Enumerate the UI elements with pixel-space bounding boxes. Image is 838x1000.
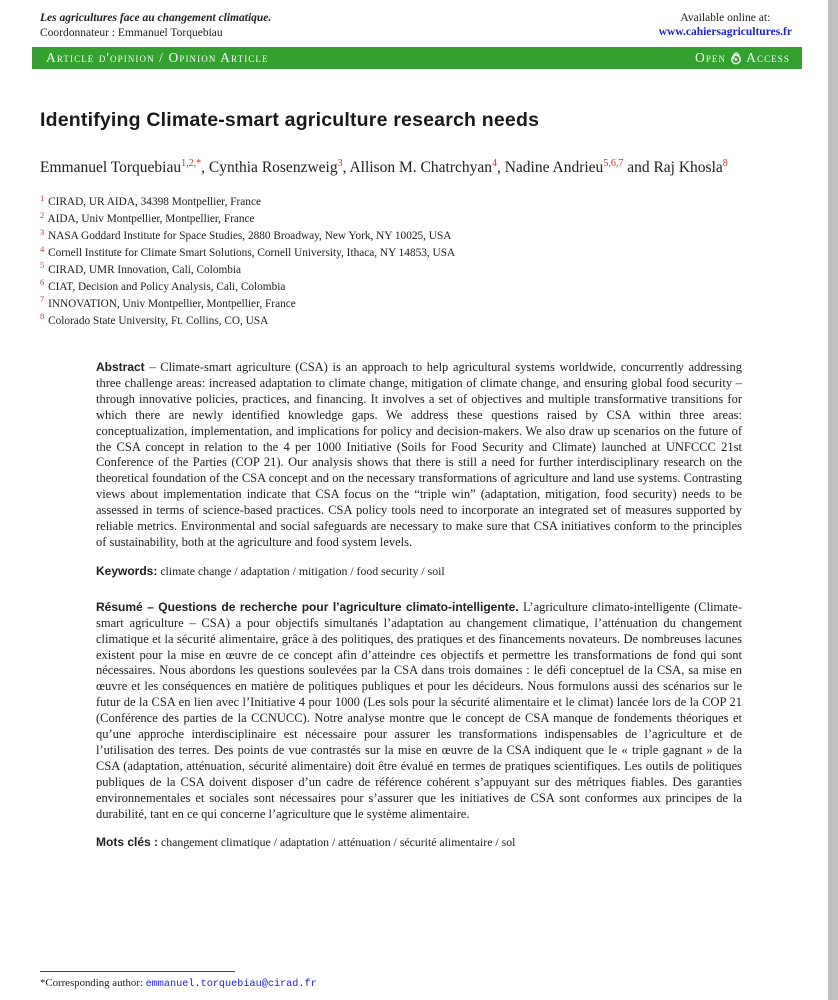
affiliation-item: $^2$ AIDA, Univ Montpellier, Montpellier, France <box>40 209 255 226</box>
affiliation-item: $^1$ CIRAD, UR AIDA, 34398 Montpellier, France <box>40 192 261 209</box>
article-title: Identifying Climate-smart agriculture research needs <box>40 109 540 131</box>
affiliation-number: 8 <box>40 311 45 322</box>
affiliation-item: $^4$ Cornell Institute for Climate Smart Solutions, Cornell University, Ithaca, NY 14853, USA <box>40 243 456 260</box>
affiliation-item: $^6$ CIAT, Decision and Policy Analysis, Cali, Colombia <box>40 277 286 294</box>
affiliation-number: 6 <box>40 277 45 288</box>
article-type-label: Article d'opinion / Opinion Article <box>46 50 269 65</box>
authors-line: Emmanuel Torquebiau$^{1,2,*}$, Cynthia Rosenzweig$^3$, Allison M. Chatrchyan$^4$, Nadine Andrieu$^{5,6,7}$ and Raj Khosla$^8$ <box>40 157 728 176</box>
journal-url-link[interactable]: www.cahiersagricultures.fr <box>658 26 792 38</box>
author-affiliation-superscript: 5,6,7 <box>603 157 624 169</box>
series-title: Les agricultures face au changement climatique. <box>40 12 272 24</box>
affiliation-item: $^7$ INNOVATION, Univ Montpellier, Montpellier, France <box>40 294 296 311</box>
page-edge <box>828 0 838 1000</box>
available-online-label: Available online at: <box>680 12 771 24</box>
affiliation-number: 5 <box>40 260 45 271</box>
open-access-icon <box>729 51 743 65</box>
open-access-open-label: Open <box>694 50 727 65</box>
affiliation-item: $^5$ CIRAD, UMR Innovation, Cali, Colombia <box>40 260 242 277</box>
resume-label: Résumé – Questions de recherche pour l’agriculture climato-intelligente. <box>96 599 519 614</box>
author-name: Raj Khosla <box>653 159 723 176</box>
author-affiliation-superscript: 1,2,* <box>181 157 202 169</box>
mots-cles-line <box>96 835 742 850</box>
author-name: Cynthia Rosenzweig <box>208 159 338 176</box>
footnote-rule <box>40 971 235 972</box>
author-affiliation-superscript: 4 <box>491 157 497 169</box>
author-affiliation-superscript: 3 <box>337 157 343 169</box>
open-access-access-label: Access <box>746 50 790 65</box>
author-affiliation-superscript: 8 <box>722 157 728 169</box>
keywords-line <box>96 564 742 579</box>
corresponding-author-label: *Corresponding author: <box>40 977 143 989</box>
author-name: Emmanuel Torquebiau <box>40 159 182 176</box>
page-header <box>40 12 794 39</box>
series-coordinator: Coordonnateur : Emmanuel Torquebiau <box>40 27 223 39</box>
corresponding-author-footnote <box>40 971 317 990</box>
resume-paragraph <box>96 600 742 823</box>
mots-cles-text: changement climatique / adaptation / atténuation / sécurité alimentaire / sol <box>160 834 516 849</box>
affiliation-number: 7 <box>40 294 45 305</box>
availability-info <box>659 12 792 38</box>
affiliation-item: $^8$ Colorado State University, Ft. Collins, CO, USA <box>40 311 269 328</box>
author-name: Nadine Andrieu <box>504 159 604 176</box>
affiliation-number: 2 <box>40 209 45 220</box>
affiliation-item: $^3$ NASA Goddard Institute for Space Studies, 2880 Broadway, New York, NY 10025, USA <box>40 226 452 243</box>
abstract-text: – Climate-smart agriculture (CSA) is an approach to help agricultural systems worldwide, concurrently addressing three challenge areas: increased adaptation to climate change, mitigation of climate change, and ensuring global food security – through innovative policies, practices, and financing. It involves a set of objectives and multiple transformative transitions for which there are newly identified knowledge gaps. We address these questions raised by CSA within three areas: conceptualization, implementation, and implications for policy and decision-makers. We also draw up scenarios on the future of the CSA concept in relation to the 4 per 1000 Initiative (Soils for Food Security and Climate) launched at UNFCCC 21st Conference of the Parties (COP 21). Our analysis shows that there is still a need for further interdisciplinary research on the theoretical foundation of the CSA concept and on the necessary transformations of agriculture and land use systems. Contrasting views about implementation indicate that CSA focus on the “triple win” (adaptation, mitigation, food security) needs to be assessed in terms of science-based practices. CSA policy tools need to incorporate an integrated set of measures supported by reliable metrics. Environmental and social safeguards are necessary to make sure that CSA initiatives conform to the principles of sustainability, both at the agriculture and food system levels. <box>96 359 742 549</box>
series-info <box>40 12 271 39</box>
affiliation-number: 4 <box>40 243 45 254</box>
keywords-text: climate change / adaptation / mitigation / food security / soil <box>160 563 445 578</box>
affiliation-number: 3 <box>40 226 45 237</box>
affiliations <box>40 194 794 330</box>
mots-cles-label: Mots clés : <box>96 834 159 849</box>
article-type-banner <box>32 47 802 69</box>
abstract-label: Abstract <box>96 359 145 374</box>
abstract-paragraph <box>96 360 742 551</box>
affiliation-number: 1 <box>40 192 45 203</box>
corresponding-author-email[interactable]: emmanuel.torquebiau@cirad.fr <box>145 979 317 990</box>
keywords-label: Keywords: <box>96 563 158 578</box>
author-name: Allison M. Chatrchyan <box>349 159 492 176</box>
resume-text: L’agriculture climato-intelligente (Climate-smart agriculture – CSA) a pour objectifs simultanés l’adaptation au changement climatique, l’atténuation du changement climatique et la sécurité alimentaire, grâce à des politiques, des pratiques et des financements novateurs. De nombreuses lacunes existent pour la mise en œuvre de ce concept afin d’atteindre ces objectifs et permettre les transformations de fond qui sont nécessaires. Nous abordons les questions soulevées par la CSA dans trois domaines : le défi conceptuel de la CSA, sa mise en œuvre et les conséquences en matière de politiques publiques et pour les décideurs. Nous formulons aussi des scénarios sur le futur de la CSA en lien avec l’Initiative 4 pour 1000 (Les sols pour la sécurité alimentaire et le climat) lancée lors de la COP 21 (Conférence des parties de la CCNUCC). Notre analyse montre que le concept de CSA manque de fondements théoriques et qu’une approche interdisciplinaire est nécessaire pour assurer les transformations indispensables de l’agriculture et de l’utilisation des terres. Des points de vue contrastés sur la mise en œuvre de la CSA indiquent que le « triple gagnant » de la CSA (adaptation, atténuation, sécurité alimentaire) doit être évalué en termes de pratiques scientifiques. Les outils de politiques publiques de la CSA doivent disposer d’un cadre de référence cohérent s’appuyant sur des métriques fiables. Des garanties environnementales et sociales sont nécessaires pour s’assurer que les initiatives de CSA sont conformes aux principes de la durabilité, tant en ce qui concerne l’agriculture que le système alimentaire. <box>96 599 743 821</box>
open-access-badge <box>695 50 790 66</box>
